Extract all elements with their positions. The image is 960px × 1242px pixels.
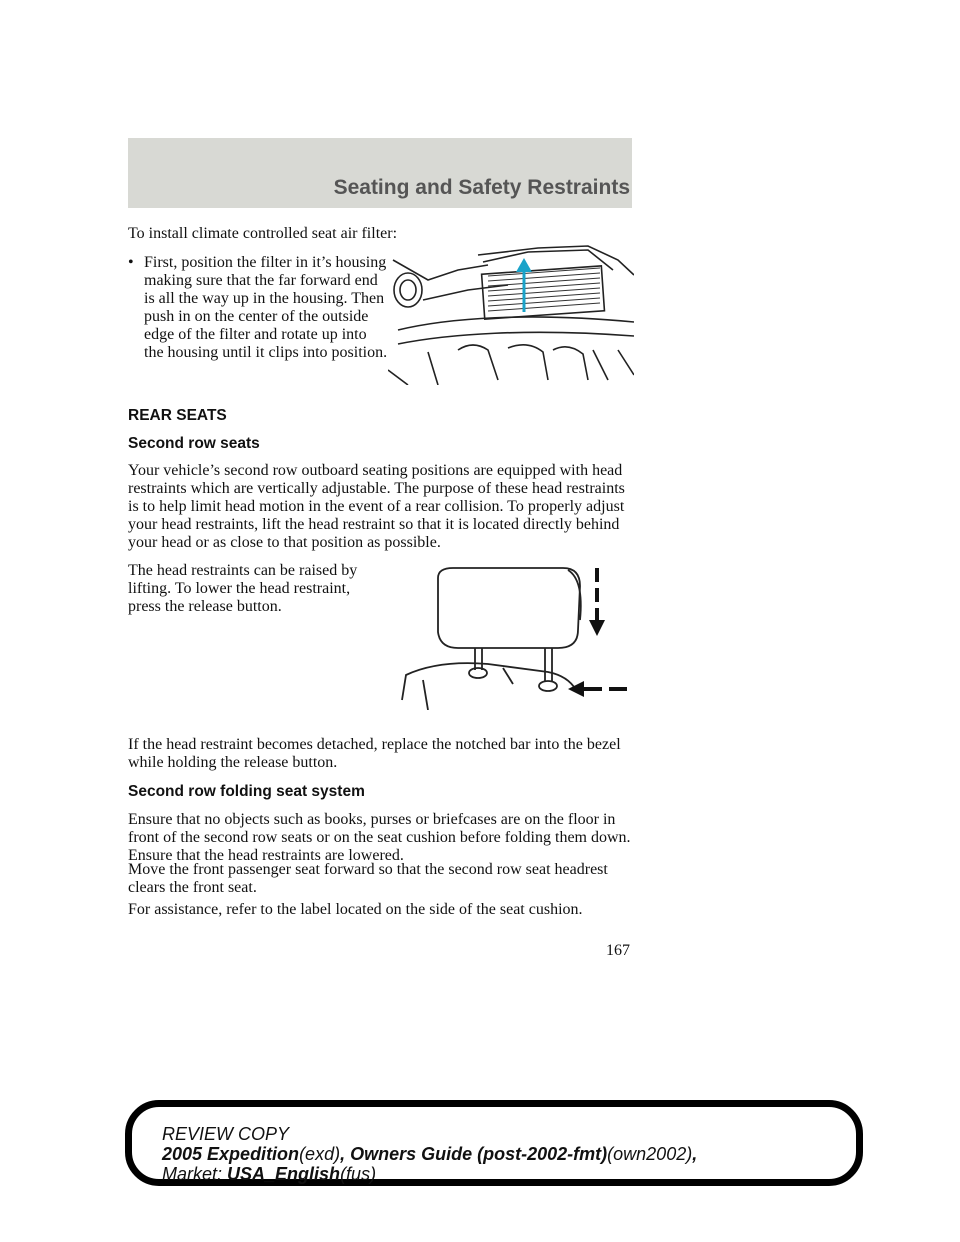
filter-bullet (128, 254, 388, 362)
para-second-row: Your vehicle’s second row outboard seating positions are equipped with head restraints which are vertically adjustable. The purpose of these head restraints is to help limit head motion in the event of a rear collision. To properly adjust your head restraints, lift the head restraint so that it is located directly behind your head or as close to that position as possible. (128, 462, 625, 551)
filter-illustration (388, 240, 634, 385)
review-copy-label: REVIEW COPY (162, 1124, 290, 1144)
footer-sep1: , (340, 1144, 346, 1164)
section-title: Seating and Safety Restraints (333, 176, 630, 199)
head-restraint-illustration (398, 560, 634, 710)
footer-model: 2005 Expedition (162, 1144, 300, 1164)
footer-market-code: (fus) (340, 1164, 377, 1184)
heading-folding: Second row folding seat system (128, 783, 365, 800)
para-move: Move the front passenger seat forward so that the second row seat headrest clears the front seat. (128, 861, 608, 896)
footer-sep2: , (692, 1144, 698, 1164)
para-folding: Ensure that no objects such as books, purses or briefcases are on the floor in front of the second row seats or on the seat cushion before folding them down. Ensure that the head restraints are lowered. (128, 811, 631, 864)
bullet-text: First, position the filter in it’s housing making sure that the far forward end is all the way up in the housing. Then push in on the center of the outside edge of the filter and rotate up into the housing until it clips into position. (144, 254, 388, 361)
footer-guide-code: (own2002) (607, 1144, 693, 1164)
para-raise: The head restraints can be raised by lifting. To lower the head restraint, press the release button. (128, 562, 358, 615)
footer-market-line (162, 1164, 376, 1185)
bullet-dot-icon: • (128, 254, 134, 271)
heading-rear-seats: REAR SEATS (128, 407, 227, 424)
footer-guide: Owners Guide (post-2002-fmt) (350, 1144, 608, 1164)
intro-text: To install climate controlled seat air filter: (128, 225, 398, 242)
section-header-band (128, 138, 632, 208)
footer-model-code: (exd) (299, 1144, 341, 1164)
footer-market-label: Market: (162, 1164, 223, 1184)
footer-model-line (162, 1144, 697, 1165)
para-assist: For assistance, refer to the label located on the side of the seat cushion. (128, 901, 583, 918)
para-detached: If the head restraint becomes detached, replace the notched bar into the bezel while holding the release button. (128, 736, 621, 771)
heading-second-row: Second row seats (128, 435, 260, 452)
page-number: 167 (606, 942, 630, 959)
footer-market: USA_English (227, 1164, 341, 1184)
